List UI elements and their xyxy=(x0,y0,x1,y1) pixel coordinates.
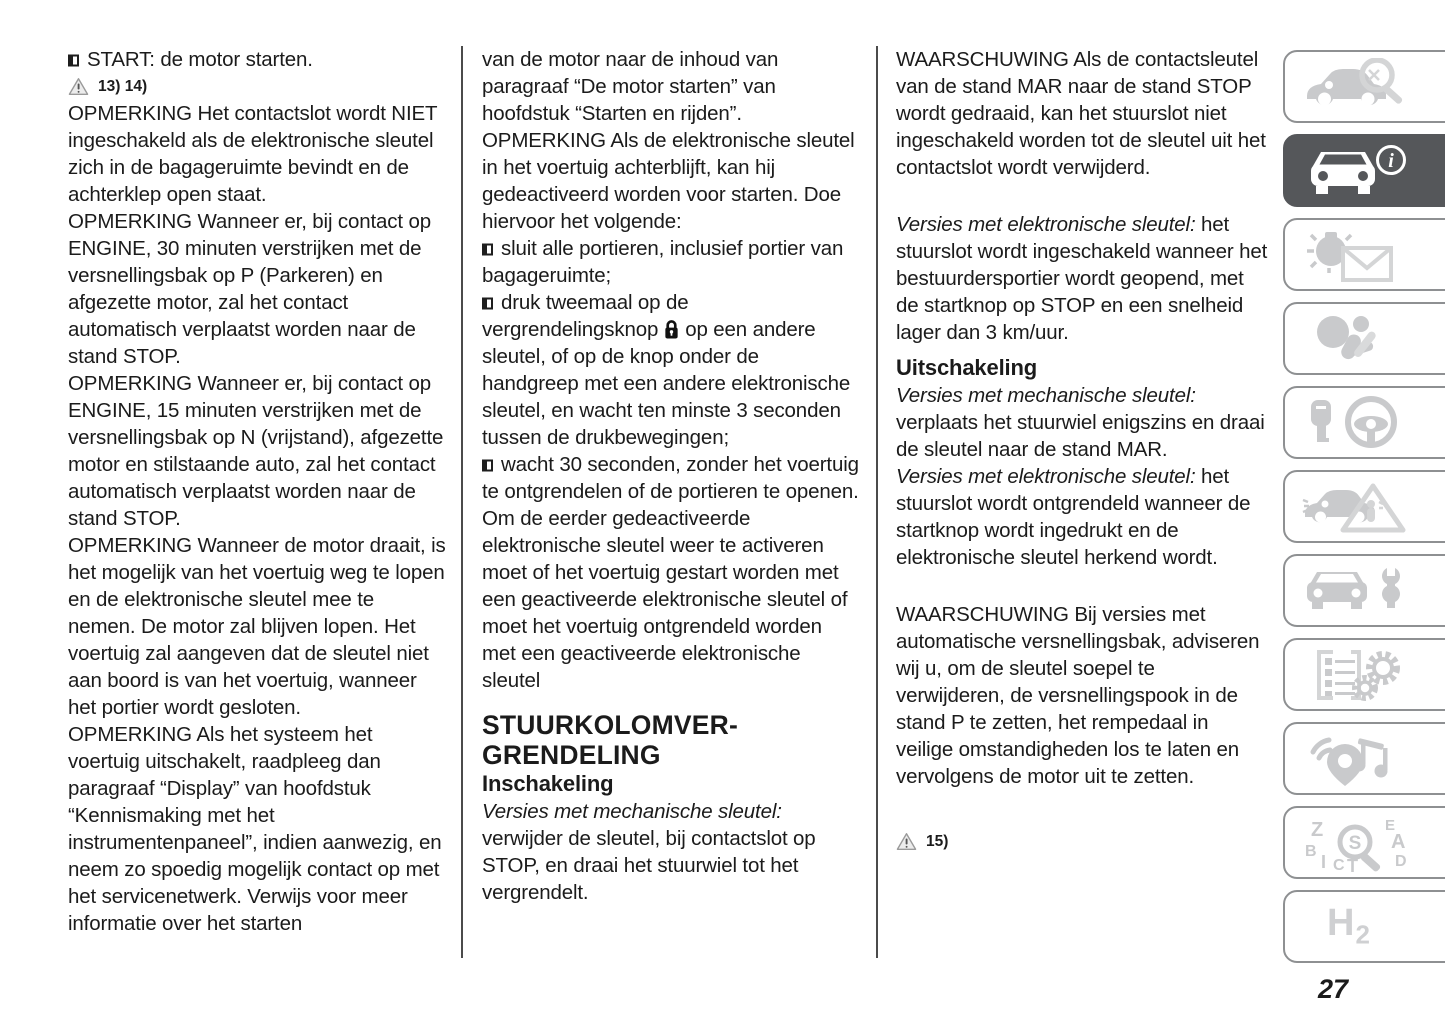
sidebar-tab-multimedia[interactable] xyxy=(1283,722,1445,795)
warning-reference-row xyxy=(68,73,446,100)
index-magnifier-icon xyxy=(1299,814,1417,872)
bulb-envelope-icon xyxy=(1299,226,1417,284)
sidebar-tab-safety[interactable] xyxy=(1283,302,1445,375)
sidebar-tab-warning-lights-messages[interactable] xyxy=(1283,218,1445,291)
sidebar-tab-getting-to-know-vehicle[interactable] xyxy=(1283,50,1445,123)
svg-text:C: C xyxy=(1333,856,1345,872)
paragraph: OPMERKING Als de elektronische sleutel in het voertuig achterblijft, kan hij gedeactiveerd worden voor starten. Doe hiervoor het volgende: xyxy=(482,129,855,233)
paragraph: OPMERKING Het contactslot wordt NIET ingeschakeld als de elektronische sleutel zich in de bagageruimte bevindt en de achterklep open staat. xyxy=(68,102,438,206)
square-bullet-icon xyxy=(482,460,493,472)
list-item xyxy=(482,451,860,505)
sidebar-tab-emergency[interactable] xyxy=(1283,470,1445,543)
column-divider xyxy=(461,46,463,958)
square-bullet-icon xyxy=(482,298,493,310)
list-item-text: sluit alle portieren, inclusief portier van bagageruimte; xyxy=(482,237,844,287)
multimedia-icon xyxy=(1299,730,1417,788)
svg-text:Z: Z xyxy=(1311,818,1324,841)
list-item-text: START: de motor starten. xyxy=(87,48,313,71)
column-2 xyxy=(482,46,860,906)
paragraph: OPMERKING Wanneer de motor draait, is het mogelijk van het voertuig weg te lopen en de elektronische sleutel mee te nemen. De motor zal blijven lopen. Het voertuig zal aangeven dat de sleutel niet aan boord is van het voertuig, wanneer het portier wordt gesloten. xyxy=(68,534,446,719)
list-item xyxy=(482,235,860,289)
car-warning-triangle-icon xyxy=(1299,478,1417,536)
column-1 xyxy=(68,46,446,937)
subsection-heading: Inschakeling xyxy=(482,771,614,796)
square-bullet-icon xyxy=(68,55,79,67)
paragraph xyxy=(896,463,1268,571)
key-steering-wheel-icon xyxy=(1299,394,1417,452)
sidebar-tab-service-maintenance[interactable] xyxy=(1283,554,1445,627)
sidebar-tab-alphabetical-index[interactable] xyxy=(1283,806,1445,879)
car-magnifier-icon xyxy=(1299,58,1417,116)
svg-text:S: S xyxy=(1348,832,1362,854)
page-number: 27 xyxy=(1318,974,1349,1004)
variant-label: Versies met mechanische sleutel: xyxy=(482,800,782,823)
h2-icon: $H_2$ xyxy=(1327,902,1371,950)
warning-triangle-icon xyxy=(896,832,917,851)
list-item-text: wacht 30 seconden, zonder het voertuig te ontgrendelen of de portieren te openen. xyxy=(482,453,859,503)
section-heading-line1: STUURKOLOMVER- xyxy=(482,710,739,740)
variant-label: Versies met elektronische sleutel: xyxy=(896,465,1196,488)
warning-reference-numbers: 15) xyxy=(926,833,949,850)
warning-reference-numbers: 13) 14) xyxy=(98,78,148,95)
list-item xyxy=(482,289,860,451)
paragraph: OPMERKING Wanneer er, bij contact op ENGINE, 15 minuten verstrijken met de versnellingsbak op N (vrijstand), afgezette motor en stilstaande auto, zal het contact automatisch verplaatst worden naar de stand STOP. xyxy=(68,372,444,530)
svg-text:T: T xyxy=(1347,855,1358,872)
paragraph-text: het stuurslot wordt ontgrendeld wanneer de startknop wordt ingedrukt en de elektronische sleutel herkend wordt. xyxy=(896,465,1251,569)
car-info-icon xyxy=(1299,142,1417,200)
svg-text:B: B xyxy=(1305,842,1317,860)
paragraph-text: het stuurslot wordt ingeschakeld wanneer het bestuurdersportier wordt geopend, met de startknop op STOP en een snelheid lager dan 3 km/uur. xyxy=(896,213,1268,344)
variant-label: Versies met elektronische sleutel: xyxy=(896,213,1196,236)
paragraph-text: verplaats het stuurwiel enigszins en draai de sleutel naar de stand MAR. xyxy=(896,411,1265,461)
sidebar-tab-instrument-panel[interactable] xyxy=(1283,134,1445,207)
paragraph xyxy=(482,798,860,906)
sidebar-tab-h2[interactable] xyxy=(1283,890,1445,963)
list-item-text: druk tweemaal op de vergrendelingsknop xyxy=(482,291,689,341)
paragraph: OPMERKING Als het systeem het voertuig uitschakelt, raadpleeg dan paragraaf “Display” van hoofdstuk “Kennismaking met het instrumentenpaneel”, indien aanwezig, en neem zo spoedig mogelijk contact op met het servicenetwerk. Verwijs voor meer informatie over het starten xyxy=(68,723,442,935)
svg-text:i: i xyxy=(1388,149,1394,172)
car-wrench-icon xyxy=(1299,562,1417,620)
chapter-tab-sidebar xyxy=(1283,50,1445,974)
sidebar-tab-technical-data[interactable] xyxy=(1283,638,1445,711)
column-divider xyxy=(876,46,878,958)
lock-icon xyxy=(663,319,680,339)
airbag-person-icon xyxy=(1299,310,1417,368)
variant-label: Versies met mechanische sleutel: xyxy=(896,384,1196,407)
svg-text:A: A xyxy=(1391,830,1406,853)
list-item-start xyxy=(68,46,446,73)
paragraph: WAARSCHUWING Als de contactsleutel van de stand MAR naar de stand STOP wordt gedraaid, kan het stuurslot niet ingeschakeld worden tot de sleutel uit het contactslot wordt verwijderd. xyxy=(896,48,1266,179)
paragraph-text: verwijder de sleutel, bij contactslot op STOP, en draai het stuurwiel tot het vergrendelt. xyxy=(482,827,816,904)
svg-text:D: D xyxy=(1395,852,1407,870)
list-item-text: op een andere sleutel, of op de knop onder de handgreep met een andere elektronische sleutel, en wacht ten minste 3 seconden tussen de drukbewegingen; xyxy=(482,318,851,449)
paragraph xyxy=(896,211,1268,346)
sidebar-tab-starting-driving[interactable] xyxy=(1283,386,1445,459)
warning-reference-row xyxy=(896,828,1268,855)
paragraph: OPMERKING Wanneer er, bij contact op ENGINE, 30 minuten verstrijken met de versnellingsbak op P (Parkeren) en afgezette motor, zal het contact automatisch verplaatst worden naar de stand STOP. xyxy=(68,210,431,368)
subsection-heading: Uitschakeling xyxy=(896,355,1038,380)
paragraph: Om de eerder gedeactiveerde elektronische sleutel weer te activeren moet of het voertuig gestart worden met een geactiveerde elektronische sleutel of moet het voertuig ontgrendeld worden met een geactiveerde elektronische sleutel xyxy=(482,507,848,692)
checklist-gears-icon xyxy=(1299,646,1417,704)
warning-triangle-icon xyxy=(68,77,89,96)
paragraph xyxy=(896,382,1268,463)
svg-text:I: I xyxy=(1321,851,1327,872)
svg-text:E: E xyxy=(1385,816,1396,834)
column-3 xyxy=(896,46,1268,855)
section-heading xyxy=(482,710,860,770)
paragraph: WAARSCHUWING Bij versies met automatische versnellingsbak, adviseren wij u, om de sleutel soepel te verwijderen, de versnellingspook in de stand P te zetten, het rempedaal in veilige omstandigheden los te laten en vervolgens de motor uit te zetten. xyxy=(896,603,1260,788)
square-bullet-icon xyxy=(482,244,493,256)
section-heading-line2: GRENDELING xyxy=(482,740,661,770)
paragraph: van de motor naar de inhoud van paragraaf “De motor starten” van hoofdstuk “Starten en rijden”. xyxy=(482,48,779,125)
